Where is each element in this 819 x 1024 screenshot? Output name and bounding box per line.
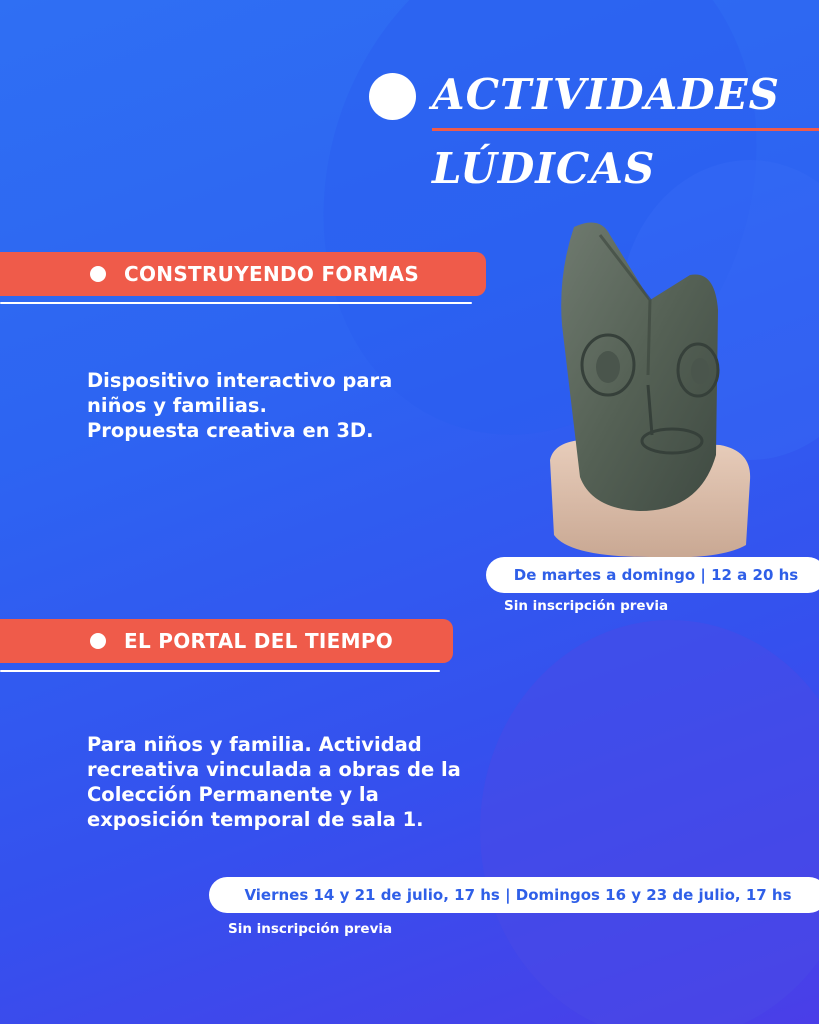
bullet-icon — [90, 633, 106, 649]
stone-sculpture-image — [540, 215, 760, 560]
description-line: niños y familias. — [87, 394, 267, 417]
section-description — [87, 732, 461, 832]
title-bullet-icon — [369, 73, 416, 120]
title-line-1: ACTIVIDADES — [432, 70, 780, 119]
description-line: recreativa vinculada a obras de la — [87, 758, 461, 781]
section-underline — [0, 302, 472, 304]
section-title: CONSTRUYENDO FORMAS — [124, 262, 420, 286]
section-title: EL PORTAL DEL TIEMPO — [124, 629, 394, 653]
description-line: exposición temporal de sala 1. — [87, 808, 424, 831]
background-shape — [480, 620, 819, 1024]
registration-note: Sin inscripción previa — [228, 921, 393, 937]
registration-note: Sin inscripción previa — [504, 598, 669, 614]
section-underline — [0, 670, 440, 672]
description-line: Dispositivo interactivo para — [87, 369, 393, 392]
section-header-el-portal-del-tiempo — [0, 619, 453, 663]
schedule-badge: Viernes 14 y 21 de julio, 17 hs | Domingos 16 y 23 de julio, 17 hs — [209, 877, 819, 913]
description-line: Para niños y familia. Actividad — [87, 733, 422, 756]
schedule-badge: De martes a domingo | 12 a 20 hs — [486, 557, 819, 593]
title-divider — [432, 128, 819, 131]
title-line-2: LÚDICAS — [432, 144, 656, 193]
description-line: Propuesta creativa en 3D. — [87, 419, 374, 442]
bullet-icon — [90, 266, 106, 282]
description-line: Colección Permanente y la — [87, 783, 379, 806]
section-description — [87, 368, 392, 443]
section-header-construyendo-formas — [0, 252, 486, 296]
